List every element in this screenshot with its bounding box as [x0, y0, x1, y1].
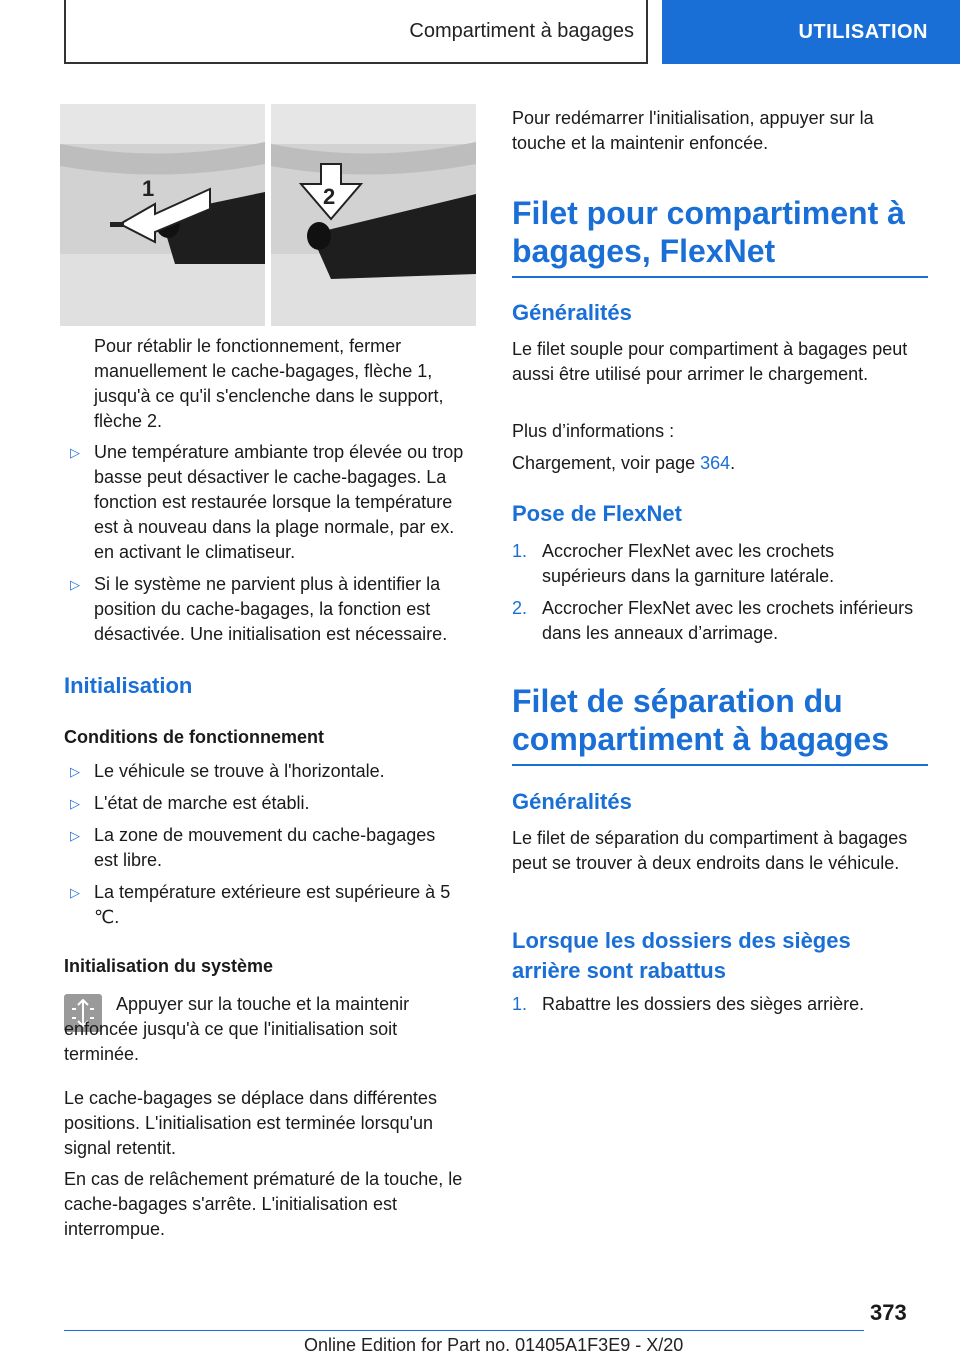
triangle-icon: ▷	[70, 796, 80, 811]
cargo-cover-figure	[60, 104, 476, 326]
triangle-icon: ▷	[70, 764, 80, 779]
dossiers-heading: Lorsque les dossiers des sièges arrière sont rabattus	[512, 928, 851, 983]
separation-paragraph: Le filet de séparation du compartiment à bagages peut se trouver à deux endroits dans le véhicule.	[512, 828, 908, 873]
page-header	[0, 0, 960, 66]
triangle-icon: ▷	[70, 828, 80, 843]
chargement-reference: Chargement, voir page 364.	[512, 453, 736, 473]
conditions-list	[64, 759, 464, 937]
pose-steps	[512, 539, 922, 653]
separation-title: Filet de séparation du compartiment à bagages	[512, 682, 928, 766]
restore-paragraph: Pour rétablir le fonctionnement, fermer manuellement le cache-bagages, flèche 1, jusqu'à ce qu'il s'enclenche dans le support, flèche 2.	[94, 336, 444, 431]
move-paragraph: Le cache-bagages se déplace dans différentes positions. L'initialisation est terminée lorsqu'un signal retentit.	[64, 1088, 437, 1158]
arrow-label-1: 1	[142, 176, 155, 201]
figure-panel-1	[60, 104, 265, 326]
triangle-icon: ▷	[70, 577, 80, 592]
restart-paragraph: Pour redémarrer l'initialisation, appuyer sur la touche et la maintenir enfoncée.	[512, 108, 874, 153]
list-item: ▷ Une température ambiante trop élevée ou trop basse peut désactiver le cache-bagages. La fonction est restaurée lorsque la température est à nouveau dans la plage normale, par ex. en activant le climatiseur.	[70, 442, 464, 562]
initialisation-heading: Initialisation	[64, 673, 193, 698]
conditions-heading: Conditions de fonctionnement	[64, 727, 324, 747]
arrow-label-2: 2	[323, 184, 336, 209]
generalites-heading-2: Généralités	[512, 789, 632, 814]
button-paragraph: Appuyer sur la touche et la maintenir enfoncée jusqu'à ce que l'initialisation soit terminée.	[64, 994, 410, 1064]
flexnet-title: Filet pour compartiment à bagages, FlexNet	[512, 194, 928, 278]
chapter-tab: UTILISATION	[662, 0, 960, 64]
figure-panel-2	[271, 104, 476, 326]
list-item: 2. Accrocher FlexNet avec les crochets inférieurs dans les anneaux d’arrimage.	[512, 598, 914, 643]
list-item: ▷ L'état de marche est établi.	[64, 791, 464, 816]
dossiers-steps	[512, 992, 922, 1024]
temperature-notes	[64, 440, 479, 654]
section-title: Compartiment à bagages	[64, 0, 648, 64]
page-number: 373	[870, 1300, 907, 1325]
more-info: Plus d’informations :	[512, 421, 675, 441]
page-link[interactable]: 364	[700, 453, 731, 473]
triangle-icon: ▷	[70, 885, 80, 900]
list-item: ▷ Le véhicule se trouve à l'horizontale.	[64, 759, 464, 784]
list-item: 1. Rabattre les dossiers des sièges arrière.	[512, 994, 865, 1014]
list-item: ▷ Si le système ne parvient plus à identifier la position du cache-bagages, la fonction est désactivée. Une initialisation est nécessaire.	[70, 574, 448, 644]
list-item: 1. Accrocher FlexNet avec les crochets supérieurs dans la garniture latérale.	[512, 541, 835, 586]
system-init-heading: Initialisation du système	[64, 956, 274, 976]
release-paragraph: En cas de relâchement prématuré de la touche, le cache-bagages s'arrête. L'initialisation est interrompue.	[64, 1169, 463, 1239]
pose-heading: Pose de FlexNet	[512, 501, 682, 526]
generalites-heading-1: Généralités	[512, 300, 632, 325]
list-item: ▷ La température extérieure est supérieure à 5 ℃.	[70, 882, 451, 927]
edition-label: Online Edition for Part no. 01405A1F3E9 - X/20	[304, 1335, 684, 1355]
footer-divider	[64, 1330, 864, 1331]
list-item: ▷ La zone de mouvement du cache-bagages est libre.	[70, 825, 436, 870]
triangle-icon: ▷	[70, 445, 80, 460]
flexnet-paragraph: Le filet souple pour compartiment à bagages peut aussi être utilisé pour arrimer le chargement.	[512, 339, 908, 384]
